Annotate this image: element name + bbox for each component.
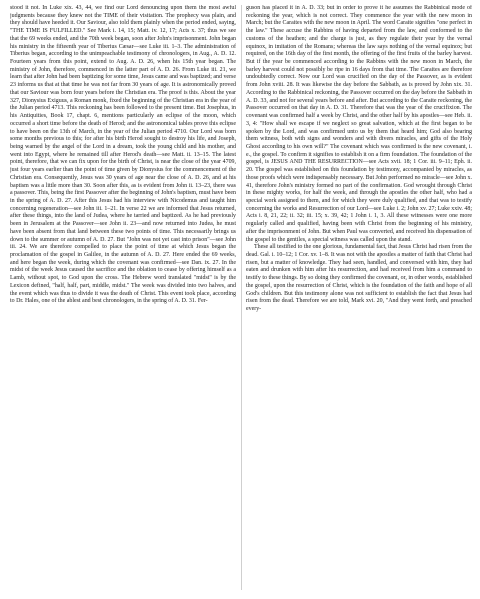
two-column-text <box>10 5 472 590</box>
right-column <box>246 5 472 590</box>
paragraph: These all testified to the one glorious, fundamental fact, that Jesus Christ had risen from the dead. Gal. i. 10–12; 1 Cor. xv. 1–8. It was not with the apostles a matter of faith that Christ had risen, but a matter of knowledge. They had seen, handled, and conversed with him, they had eaten and drunken with him after his resurrection, and had received from him a command to testify to these things. By so doing they confirmed the covenant, or, in other words, established the gospel, upon the resurrection of Christ, which is the foundation of the faith and hope of all God's children. But this testimony alone was not sufficient to establish the fact that Jesus had risen from the dead. Therefore we are told, Mark xvi. 20, "And they went forth, and preached every- <box>246 244 472 313</box>
paragraph: stood it not. In Luke xix. 43, 44, we find our Lord denouncing upon them the most awful judgments because they knew not the TIME of their visitation. The prophecy was plain, and they should have heeded it. Our Saviour, also told them plainly when the period ended, saying, "THE TIME IS FULFILLED." See Mark i. 14, 15; Matt. iv. 12, 17; Acts x. 37; thus we see that the 69 weeks ended, and the 70th week began, soon after John's imprisonment. John began his ministry in the fifteenth year of Tiberius Cæsar—see Luke iii. 1–3. The administration of Tiberius began, according to the unimpeachable testimony of chronologers, in Aug., A. D. 12. Fourteen years from this point, extend to Aug. A. D. 26, when his 15th year began. The ministry of John, therefore, commenced in the latter part of A. D. 26. From Luke iii. 21, we learn that after John had been baptizing for some time, Jesus came and was baptized; and verse 23 informs us that at that time he was not far from 30 years of age. It is astronomically proved that our Saviour was born four years before the Christian era. The proof is this. About the year 327, Dionysius Exiguus, a Roman monk, fixed the beginning of the Christian era in the year of the Julian period 4713. This reckoning has been followed to the present time. But Josephus, in his Antiquities, Book 17, chapt. 6, mentions particularly an eclipse of the moon, which occurred a short time before the death of Herod; and the astronomical tables prove this eclipse to have been on the 13th of March, in the year of the Julian period 4710. Our Lord was born some months previous to this; for after his birth Herod sought to destroy his life, and Joseph, being warned by the angel of the Lord in a dream, took the young child and his mother, and went into Egypt, where he remained till after Herod's death—see Matt. ii. 13–15. The latest point, therefore, that we can fix upon for the birth of Christ, is near the close of the year 4709, just four years earlier than the point of time given by Dionysius for the commencement of the Christian era. Consequently, Jesus was 30 years of age near the close of A. D. 26, and at his baptism was a little more than 30. Soon after this, as is evident from John ii. 13–23, there was a passover. This, being the first Passover after the beginning of John's baptism, must have been in the spring of A. D. 27. After this Jesus had his interview with Nicodemus and taught him concerning regeneration—see John iii. 1–21. In verse 22 we are informed that Jesus returned, after these things, into the land of Judea, where he tarried and baptized. As he had previously been in Jerusalem at the Passover—see John ii. 23—and now returned into Judea, he must have been absent from that land between these two points of time. This necessarily brings us down to the summer or autumn of A. D. 27. But "John was not yet cast into prison"—see John iii. 24. We are therefore compelled to place the point of time at which Jesus began the proclamation of the gospel in Galilee, in the autumn of A. D. 27. Here ended the 69 weeks, and here began the week, during which the covenant was confirmed—see Dan. ix. 27. In the midst of the week Jesus caused the sacrifice and the oblation to cease by offering himself as a Lamb, without spot, to God upon the cross. The Hebrew word translated "midst" is by the Lexicon defined, "half, half, part, middle, midst." The week was divided into two halves, and the event which was thus to divide it was the death of Christ. This event took place, according to Dr. Hales, one of the ablest and best chronologers, in the spring of A. D. 31. Fer- <box>10 5 236 305</box>
paragraph: guson has placed it in A. D. 33; but in order to prove it he assumes the Rabbinical mode of reckoning the year, which is not correct. They commence the year with the new moon in March; but the Caraites with the new moon in April. The word Caraite signifies "one perfect in the law." These accuse the Rabbins of having departed from the law, and conformed to the customs of the heathen; and the charge is just, as they regulate their year by the vernal equinox, in imitation of the Romans; whereas the law says nothing of the vernal equinox; but required, on the 16th day of the first month, the offering of the first fruits of the barley harvest. But if the year be commenced according to the Rabbins with the new moon in March, the barley harvest could not possibly be ripe in 16 days from that time. The Caraites are therefore undoubtedly correct. Now our Lord was crucified on the day of the Passover, as is evident from John xviii. 28. It was likewise the day before the Sabbath, as is proved by John xix. 31. According to the Rabbinical reckoning, the Passover occurred on the day before the Sabbath in A. D. 33, and not for several years before and after. But according to the Caraite reckoning, the Passover occurred on that day in A. D. 31. Therefore that was the year of the crucifixion. The covenant was confirmed half a week by Christ, and the other half by his apostles—see Heb. ii. 3, 4: "How shall we escape if we neglect so great salvation, which at the first began to be spoken by the Lord, and was confirmed unto us by them that heard him; God also bearing them witness, both with signs and wonders and with divers miracles, and gifts of the Holy Ghost according to his own will?" The covenant which was confirmed is the new covenant, i. e., the gospel. To confirm it signifies to establish it on a firm foundation. The foundation of the gospel, is JESUS AND THE RESURRECTION—see Acts xvii. 18; 1 Cor. iii. 9–11; Eph. ii. 20. The gospel was established on this foundation by testimony, accompanied by miracles, as those proofs which were indispensably necessary. But John performed no miracle—see John x. 41, therefore John's ministry formed no part of the confirmation. God wrought through Christ in these mighty works, for half the week, and through the apostles the other half, who had a special work assigned to them, and for which they were duly qualified, and that was to testify concerning the works and Resurrection of our Lord—see Luke i. 2; John xv. 27; Luke xxiv. 48; Acts i. 8, 21, 22; ii. 32; iii. 15; x. 39, 42; 1 John i. 1, 3. All these witnesses were one more regularly called and qualified, having been with Christ from the beginning of his ministry, after the imprisonment of John. But when Paul was converted, and received his dispensation of the gospel to the gentiles, a special witness was called upon the stand. <box>246 5 472 243</box>
column-divider <box>241 5 242 590</box>
left-column <box>10 5 236 590</box>
